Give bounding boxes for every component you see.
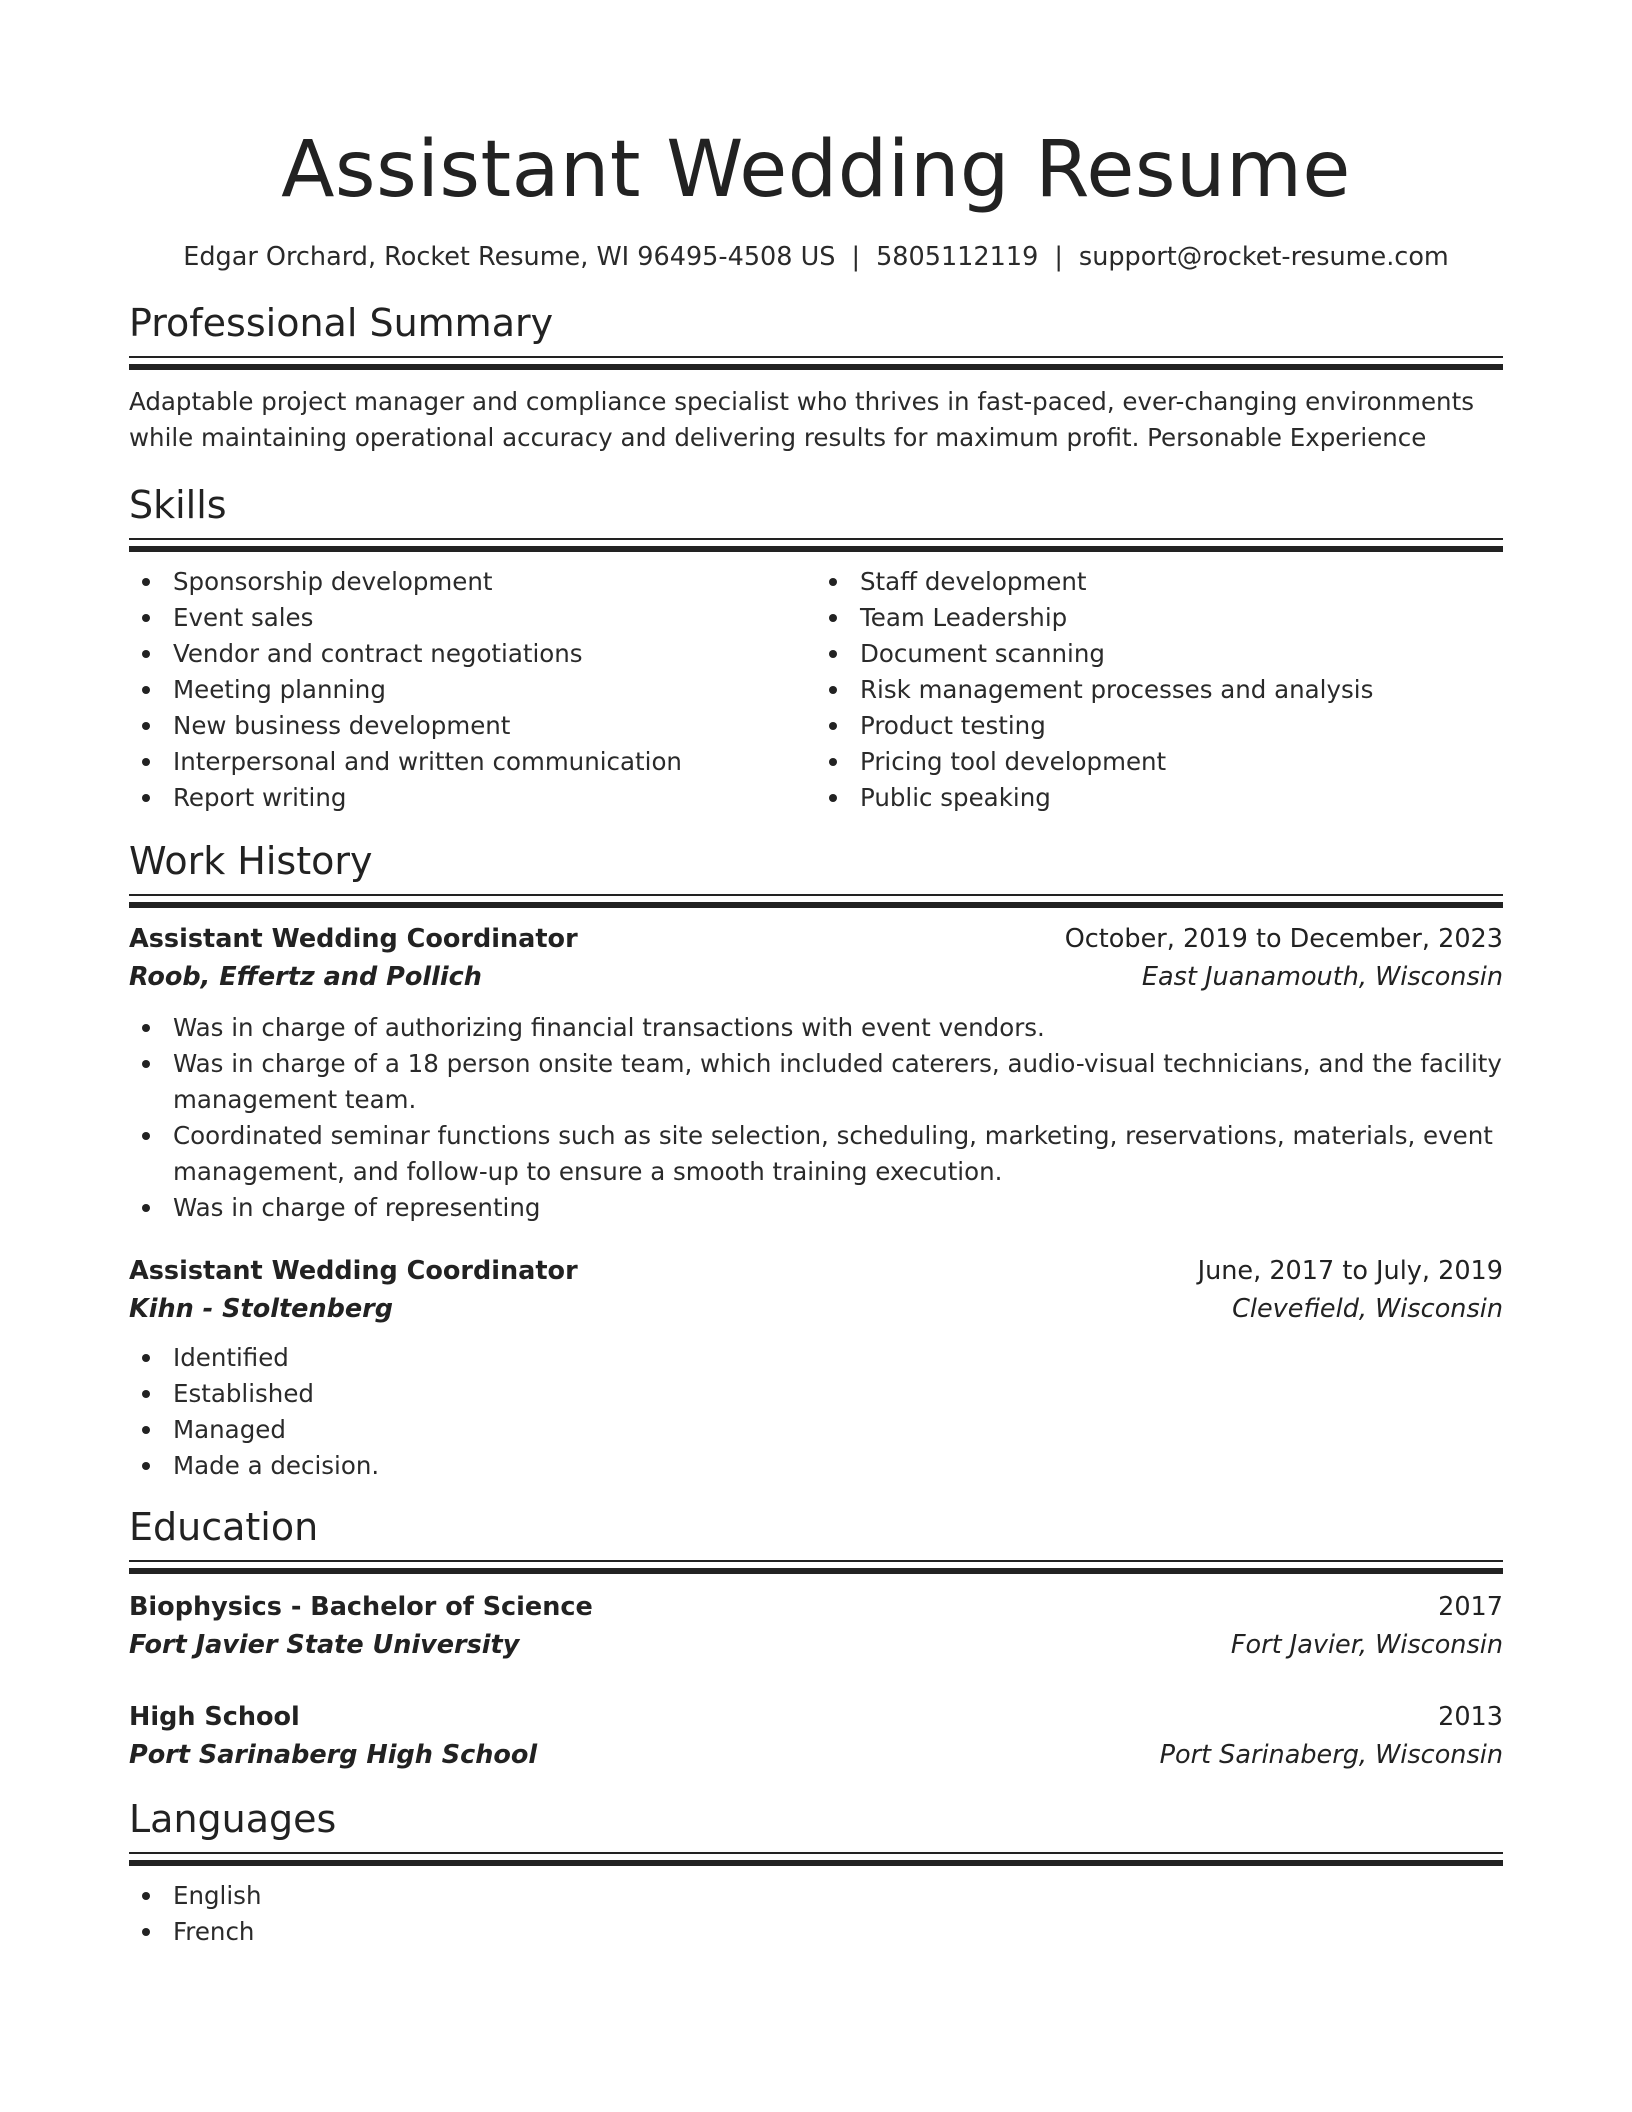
skill-item: Interpersonal and written communication	[129, 744, 816, 780]
job-bullet: Was in charge of authorizing financial transactions with event vendors.	[129, 1010, 1503, 1046]
education-header-row	[129, 1698, 1503, 1736]
job-entry	[129, 1252, 1503, 1484]
job-bullet: Identified	[129, 1340, 1503, 1376]
skill-item: Risk management processes and analysis	[816, 672, 1503, 708]
section-divider	[129, 1560, 1503, 1574]
education-subheader-row	[129, 1736, 1503, 1774]
job-dates: October, 2019 to December, 2023	[1064, 924, 1503, 954]
contact-phone: 5805112119	[876, 242, 1039, 272]
job-subheader-row	[129, 958, 1503, 996]
education-location: Port Sarinaberg, Wisconsin	[1159, 1740, 1503, 1770]
section-heading: Education	[129, 1505, 319, 1549]
section-heading: Professional Summary	[129, 301, 554, 345]
contact-address: Edgar Orchard, Rocket Resume, WI 96495-4508 US	[183, 242, 836, 272]
skill-item: Staff development	[816, 564, 1503, 600]
education-entry	[129, 1588, 1503, 1664]
skill-item: Sponsorship development	[129, 564, 816, 600]
job-location: Clevefield, Wisconsin	[1232, 1294, 1503, 1324]
job-bullets	[129, 1340, 1503, 1484]
job-location: East Juanamouth, Wisconsin	[1141, 962, 1503, 992]
contact-separator: |	[1054, 242, 1063, 272]
education-header-row	[129, 1588, 1503, 1626]
job-bullets	[129, 1010, 1503, 1226]
job-bullet: Established	[129, 1376, 1503, 1412]
job-entry	[129, 920, 1503, 1226]
summary-section	[129, 300, 1503, 456]
resume-title: Assistant Wedding Resume	[281, 125, 1351, 215]
education-year: 2013	[1438, 1702, 1503, 1732]
contact-line	[129, 240, 1503, 274]
skill-item: Event sales	[129, 600, 816, 636]
education-entry	[129, 1698, 1503, 1774]
education-degree: Biophysics - Bachelor of Science	[129, 1592, 593, 1622]
skills-list-right	[816, 564, 1503, 816]
section-divider	[129, 538, 1503, 552]
skills-columns	[129, 564, 1503, 816]
work-history-section	[129, 838, 1503, 1484]
job-bullet: Was in charge of representing	[129, 1190, 1503, 1226]
section-heading: Work History	[129, 839, 373, 883]
language-item: English	[129, 1878, 1503, 1914]
languages-section	[129, 1796, 1503, 1950]
summary-text: Adaptable project manager and compliance specialist who thrives in fast-paced, ever-changing environments while maintaining operational accuracy and delivering results for maximum profit. Personable Experience	[129, 387, 1474, 452]
skill-item: Public speaking	[816, 780, 1503, 816]
section-divider	[129, 356, 1503, 370]
skill-item: Vendor and contract negotiations	[129, 636, 816, 672]
education-location: Fort Javier, Wisconsin	[1230, 1630, 1503, 1660]
skill-item: Report writing	[129, 780, 816, 816]
skill-item: Pricing tool development	[816, 744, 1503, 780]
skill-item: Team Leadership	[816, 600, 1503, 636]
skill-item: New business development	[129, 708, 816, 744]
job-bullet: Made a decision.	[129, 1448, 1503, 1484]
job-bullet: Managed	[129, 1412, 1503, 1448]
skill-item: Product testing	[816, 708, 1503, 744]
job-title: Assistant Wedding Coordinator	[129, 924, 578, 954]
job-subheader-row	[129, 1290, 1503, 1328]
section-heading: Languages	[129, 1797, 337, 1841]
education-subheader-row	[129, 1626, 1503, 1664]
contact-email: support@rocket-resume.com	[1078, 242, 1449, 272]
skills-section	[129, 482, 1503, 816]
languages-list	[129, 1878, 1503, 1950]
section-divider	[129, 1852, 1503, 1866]
job-dates: June, 2017 to July, 2019	[1197, 1256, 1503, 1286]
job-company: Roob, Effertz and Pollich	[129, 962, 482, 992]
job-bullet: Coordinated seminar functions such as site selection, scheduling, marketing, reservations, materials, event management, and follow-up to ensure a smooth training execution.	[129, 1118, 1503, 1190]
job-company: Kihn - Stoltenberg	[129, 1294, 393, 1324]
job-bullet: Was in charge of a 18 person onsite team, which included caterers, audio-visual technicians, and the facility management team.	[129, 1046, 1503, 1118]
contact-separator: |	[851, 242, 861, 272]
skill-item: Document scanning	[816, 636, 1503, 672]
job-header-row	[129, 1252, 1503, 1290]
skill-item: Meeting planning	[129, 672, 816, 708]
skills-list-left	[129, 564, 816, 816]
education-year: 2017	[1438, 1592, 1503, 1622]
section-divider	[129, 894, 1503, 908]
education-section	[129, 1504, 1503, 1774]
education-degree: High School	[129, 1702, 300, 1732]
job-title: Assistant Wedding Coordinator	[129, 1256, 578, 1286]
job-header-row	[129, 920, 1503, 958]
section-heading: Skills	[129, 483, 227, 527]
education-school: Fort Javier State University	[129, 1630, 520, 1660]
language-item: French	[129, 1914, 1503, 1950]
education-school: Port Sarinaberg High School	[129, 1740, 538, 1770]
